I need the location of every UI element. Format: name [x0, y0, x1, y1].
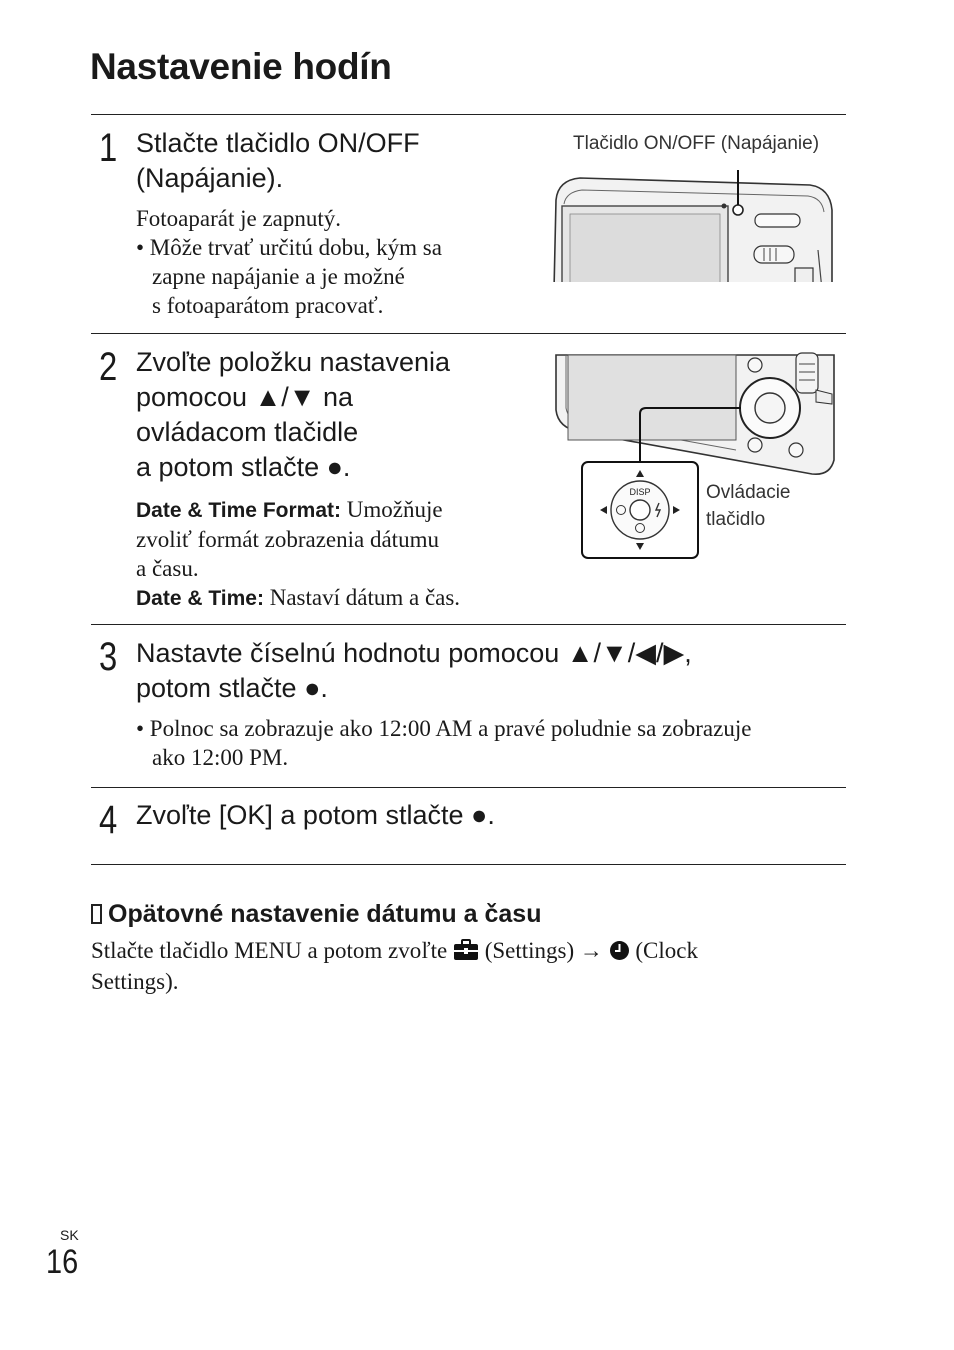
arrow-icon: →	[579, 938, 603, 963]
step-number: 4	[99, 798, 118, 842]
clock-icon	[609, 940, 630, 968]
divider	[91, 624, 846, 625]
camera-back-illustration	[550, 350, 840, 565]
language-code: SK	[60, 1227, 79, 1243]
figure-label: Tlačidlo ON/OFF (Napájanie)	[573, 133, 820, 154]
step-body: Fotoaparát je zapnutý. • Môže trvať určitú dobu, kým sa zapne napájanie a je možné s fotoaparátom pracovať.	[136, 206, 442, 318]
svg-text:DISP: DISP	[629, 487, 651, 497]
step-body: • Polnoc sa zobrazuje ako 12:00 AM a pravé poludnie sa zobrazuje ako 12:00 PM.	[136, 716, 752, 770]
step-heading: Zvoľte položku nastavenia pomocou ▲/▼ na ovládacom tlačidle a potom stlačte ●.	[136, 347, 451, 482]
section-marker-icon	[91, 904, 102, 924]
figure-label: Ovládacie tlačidlo	[706, 482, 791, 530]
divider	[91, 864, 846, 865]
step-number: 3	[99, 635, 118, 679]
divider	[91, 787, 846, 788]
step-heading: Stlačte tlačidlo ON/OFF (Napájanie).	[136, 128, 420, 193]
page-title: Nastavenie hodín	[90, 46, 392, 87]
step-number: 2	[99, 345, 118, 389]
step-heading: Zvoľte [OK] a potom stlačte ●.	[136, 800, 495, 830]
section-body: Stlačte tlačidlo MENU a potom zvoľte (Settings) → (Clock Settings).	[91, 938, 698, 994]
step-heading: Nastavte číselnú hodnotu pomocou ▲/▼/◀/▶, potom stlačte ●.	[136, 638, 692, 703]
divider	[91, 114, 846, 115]
camera-top-illustration	[550, 160, 840, 285]
section-heading: Opätovné nastavenie dátumu a času	[91, 900, 541, 929]
toolbox-icon	[453, 939, 479, 968]
page-number: 16	[46, 1243, 79, 1281]
step-definitions: Date & Time Format: Umožňuje zvoliť formát zobrazenia dátumu a času. Date & Time: Nastaví dátum a čas.	[136, 497, 461, 610]
divider	[91, 333, 846, 334]
step-number: 1	[99, 126, 118, 170]
